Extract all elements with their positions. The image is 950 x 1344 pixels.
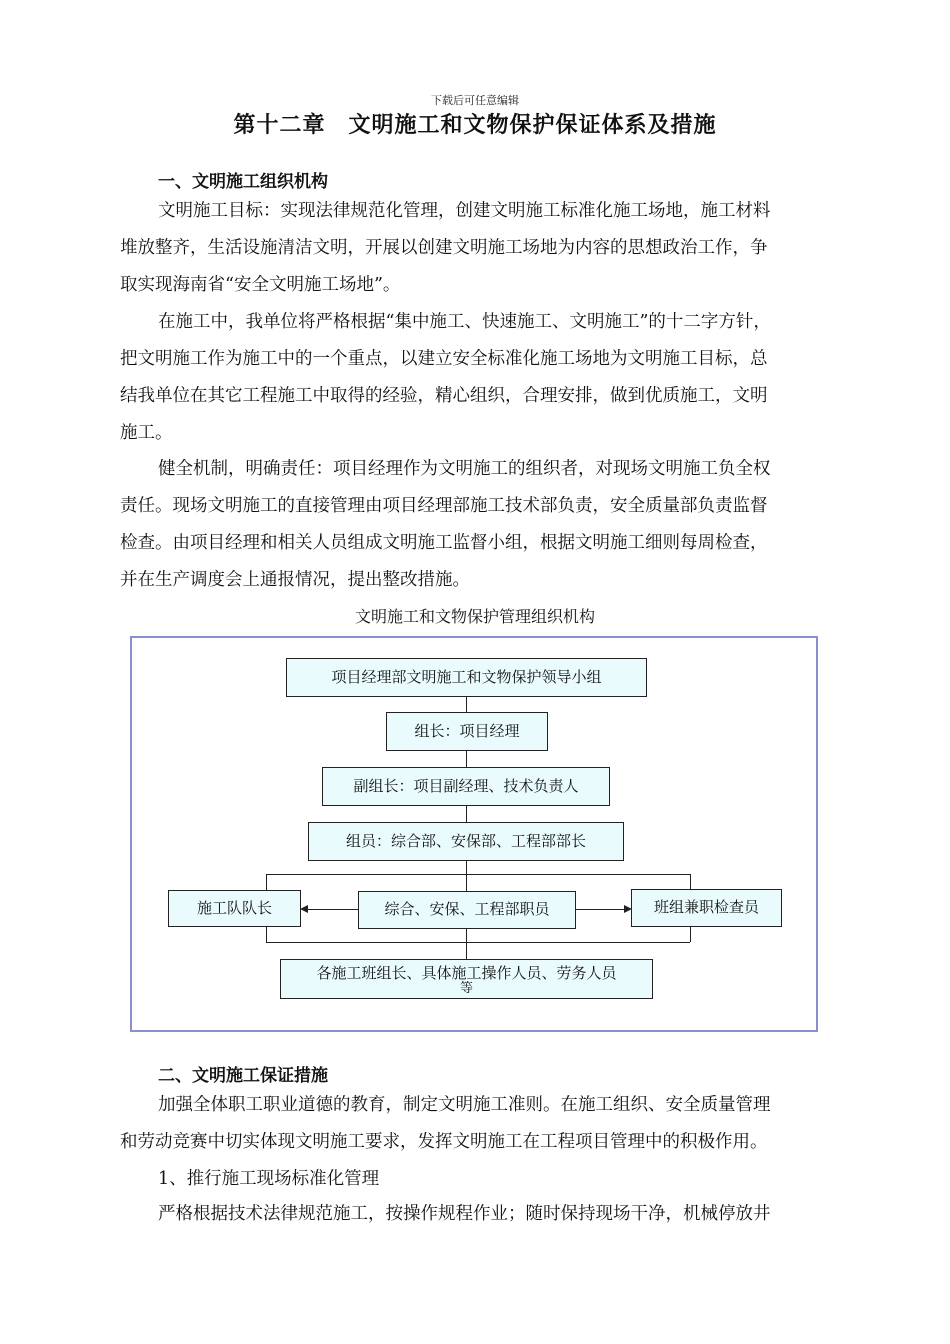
text-line: 1、推行施工现场标准化管理 [158,1169,380,1189]
text-line: 施工。 [120,423,173,443]
connector-line [266,874,267,890]
connector-line [266,926,267,942]
org-box-leader-group: 项目经理部文明施工和文物保护领导小组 [286,658,647,697]
org-box-workers-line1: 各施工班组长、具体施工操作人员、劳务人员 [316,964,617,982]
connector-line [690,874,691,890]
connector-line [266,874,690,875]
header-note: 下载后可任意编辑 [431,94,519,107]
connector-line [308,909,358,910]
section2-para1 [120,1087,832,1161]
org-box-staff: 综合、安保、工程部职员 [358,891,576,929]
connector-line [466,750,467,768]
connector-line [576,909,624,910]
text-line: 并在生产调度会上通报情况，提出整改措施。 [120,570,470,590]
text-line: 文明施工目标：实现法律规范化管理，创建文明施工标准化施工场地，施工材料 [158,201,771,221]
connector-line [690,926,691,942]
connector-line [466,928,467,960]
org-box-leader: 组长：项目经理 [386,712,548,751]
section1-para2 [120,304,832,452]
connector-line [266,942,690,943]
org-box-workers-line2: 等 [459,981,473,996]
connector-line [466,860,467,892]
connector-line [466,805,467,822]
section1-para1 [120,193,832,304]
section2-sub1 [120,1161,832,1198]
section2-heading: 二、文明施工保证措施 [158,1066,328,1086]
chapter-title: 第十二章 文明施工和文物保护保证体系及措施 [233,113,717,138]
org-box-team-leader: 施工队队长 [168,890,301,927]
text-line: 和劳动竞赛中切实体现文明施工要求，发挥文明施工在工程项目管理中的积极作用。 [120,1132,768,1152]
text-line: 检查。由项目经理和相关人员组成文明施工监督小组，根据文明施工细则每周检查， [120,533,768,553]
section1-para3 [120,451,832,599]
org-box-deputy: 副组长：项目副经理、技术负责人 [322,767,610,806]
org-chart-title: 文明施工和文物保护管理组织机构 [354,607,595,626]
section2-para2 [120,1196,832,1233]
text-line: 堆放整齐，生活设施清洁文明，开展以创建文明施工场地为内容的思想政治工作，争 [120,238,768,258]
arrow-left-icon [300,905,308,913]
connector-line [466,696,467,712]
text-line: 在施工中，我单位将严格根据“集中施工、快速施工、文明施工”的十二字方针， [158,312,771,332]
text-line: 责任。现场文明施工的直接管理由项目经理部施工技术部负责，安全质量部负责监督 [120,496,768,516]
text-line: 健全机制，明确责任：项目经理作为文明施工的组织者，对现场文明施工负全权 [158,459,771,479]
text-line: 取实现海南省“安全文明施工场地”。 [120,275,401,295]
section1-heading: 一、文明施工组织机构 [158,172,328,192]
org-box-inspector: 班组兼职检查员 [631,889,782,927]
text-line: 严格根据技术法律规范施工，按操作规程作业；随时保持现场干净，机械停放井 [158,1204,771,1224]
text-line: 加强全体职工职业道德的教育，制定文明施工准则。在施工组织、安全质量管理 [158,1095,771,1115]
org-box-workers [280,959,653,999]
text-line: 把文明施工作为施工中的一个重点，以建立安全标准化施工场地为文明施工目标，总 [120,349,768,369]
org-box-members: 组员：综合部、安保部、工程部部长 [308,822,624,861]
text-line: 结我单位在其它工程施工中取得的经验，精心组织，合理安排，做到优质施工，文明 [120,386,768,406]
